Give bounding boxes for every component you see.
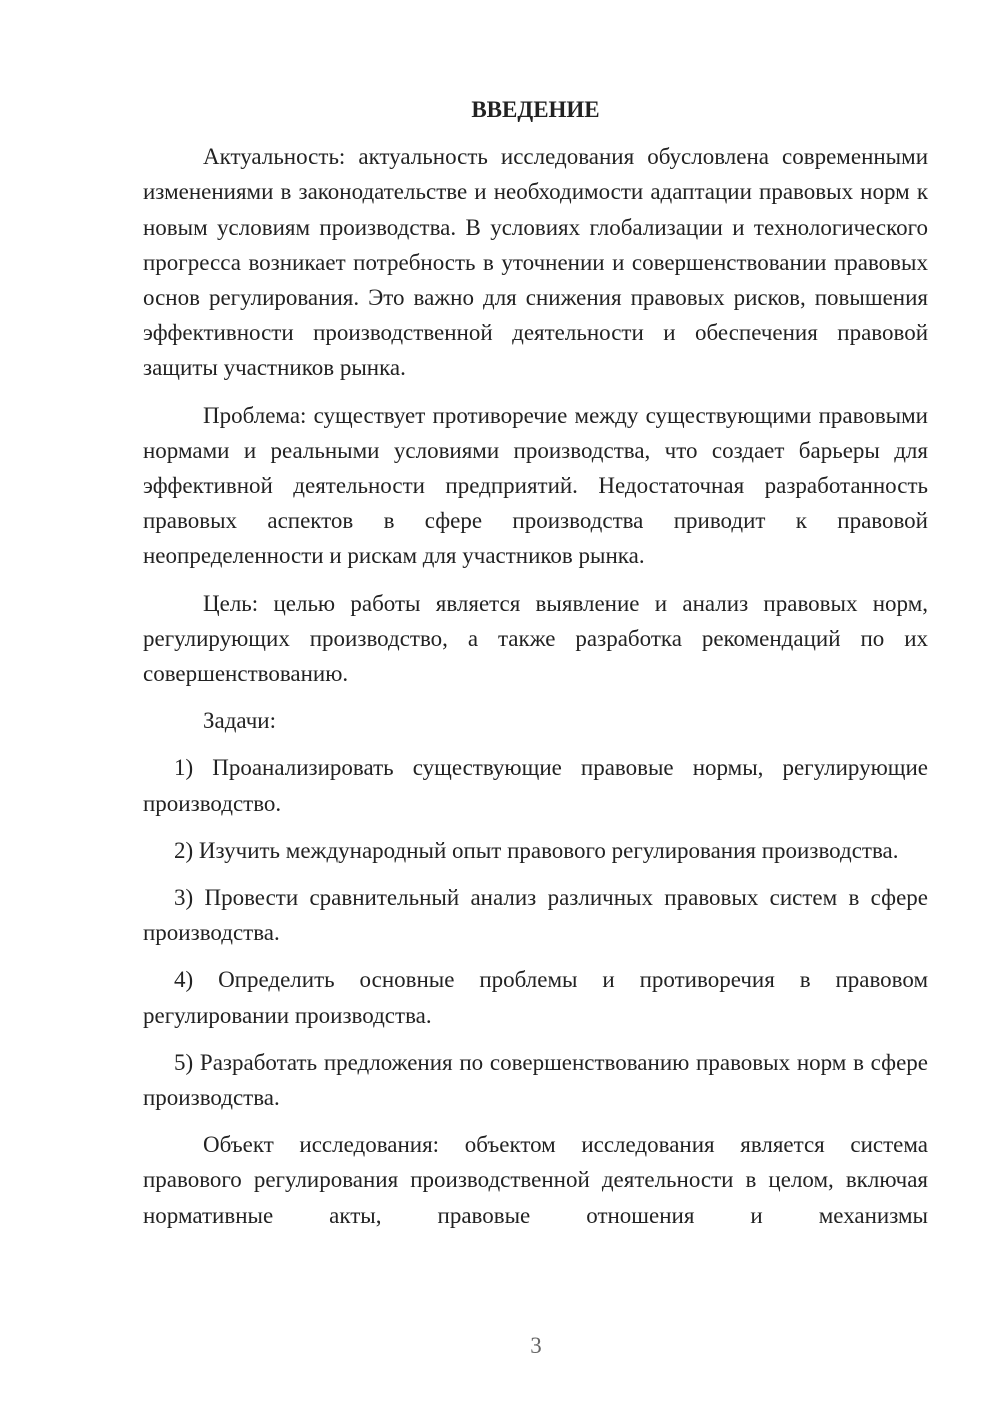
page-title: ВВЕДЕНИЕ xyxy=(471,97,600,122)
task-item-4: 4) Определить основные проблемы и противоречия в правовом регулировании производства. xyxy=(143,967,928,1028)
task-item-2: 2) Изучить международный опыт правового регулирования производства. xyxy=(174,837,899,863)
goal-paragraph: Цель: целью работы является выявление и анализ правовых норм, регулирующих производство, а также разработка рекомендаций по их совершенствованию. xyxy=(143,590,928,687)
task-item-5: 5) Разработать предложения по совершенствованию правовых норм в сфере производства. xyxy=(143,1049,928,1111)
relevance-paragraph: Актуальность: актуальность исследования обусловлена современными изменениями в законодательстве и необходимости адаптации правовых норм к новым условиям производства. В условиях глобализации и технологического прогресса возникает потребность в уточнении и совершенствовании правовых основ регулирования. Это важно для снижения правовых рисков, повышения эффективности производственной деятельности и обеспечения правовой защиты участников рынка. xyxy=(143,144,928,381)
tasks-heading: Задачи: xyxy=(203,708,276,734)
task-item-1: 1) Проанализировать существующие правовые нормы, регулирующие производство. xyxy=(143,755,928,816)
page-number: 3 xyxy=(530,1333,542,1358)
object-paragraph: Объект исследования: объектом исследования является система правового регулирования производственной деятельности в целом, включая нормативные акты, правовые отношения и механизмы xyxy=(143,1132,928,1228)
task-item-3: 3) Провести сравнительный анализ различных правовых систем в сфере производства. xyxy=(143,885,928,946)
document-body xyxy=(143,92,928,1233)
problem-paragraph: Проблема: существует противоречие между существующими правовыми нормами и реальными условиями производства, что создает барьеры для эффективной деятельности предприятий. Недостаточная разработанность правовых аспектов в сфере производства приводит к правовой неопределенности и рискам для участников рынка. xyxy=(143,402,928,569)
